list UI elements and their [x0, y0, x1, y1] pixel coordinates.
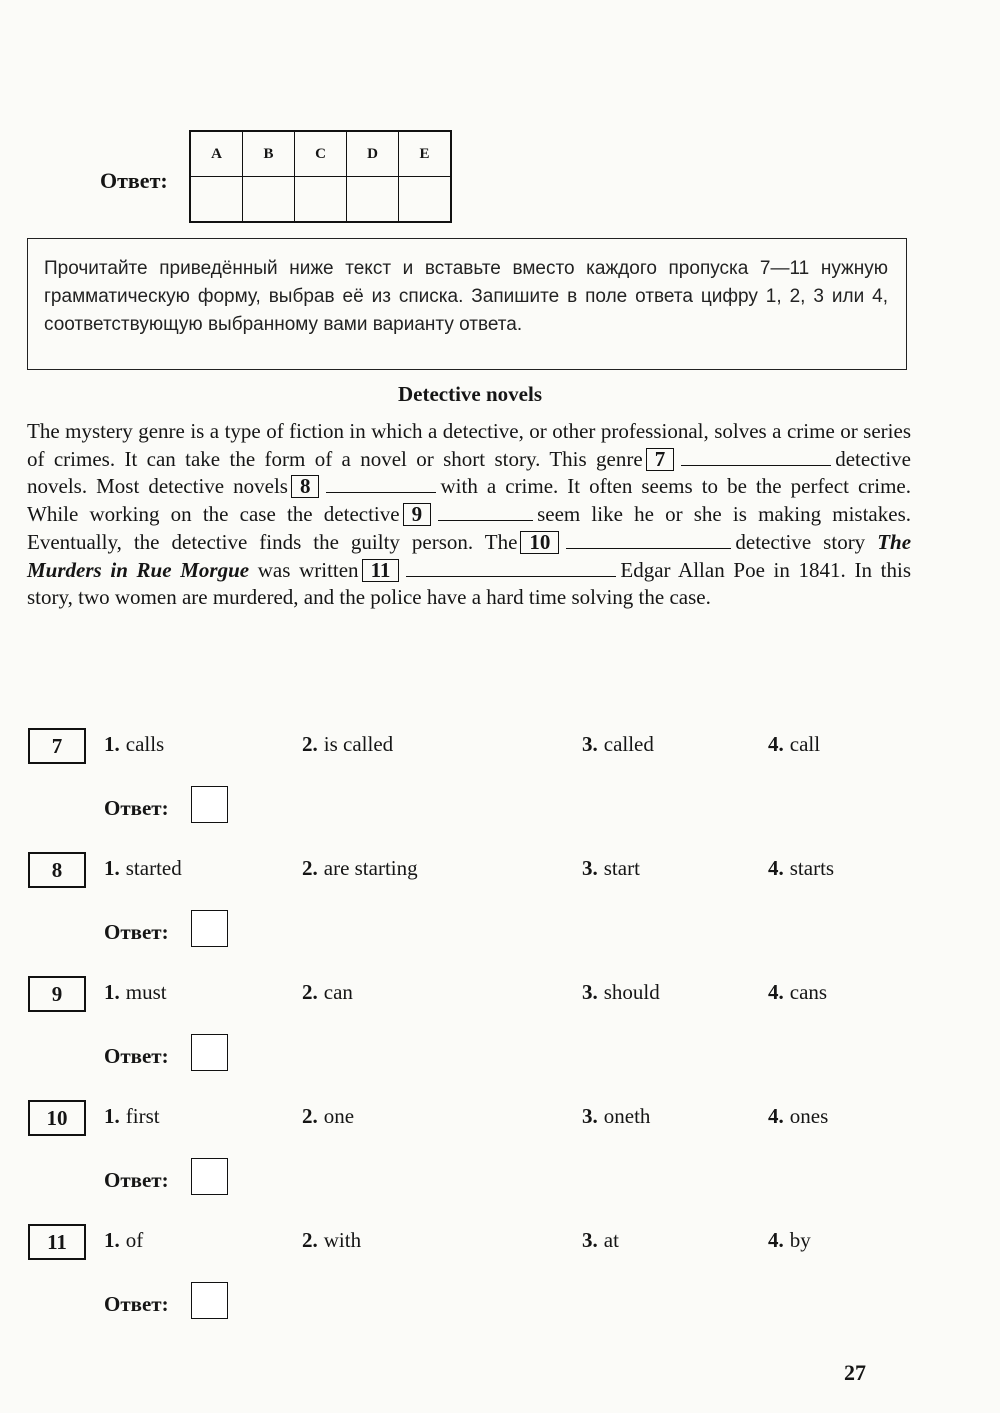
text-title: Detective novels — [397, 382, 543, 406]
option-2[interactable]: 2. is called — [302, 732, 394, 756]
answer-box[interactable] — [191, 1282, 228, 1319]
gap-blank-11 — [406, 558, 616, 577]
story-title: The Murders in Rue Morgue — [27, 529, 912, 582]
grid-letter-b: B — [243, 131, 295, 177]
answer-box[interactable] — [191, 1158, 228, 1195]
answer-box[interactable] — [191, 786, 228, 823]
grid-letter-a: A — [190, 131, 243, 177]
option-3[interactable]: 3. oneth — [582, 1104, 651, 1128]
question-7 — [0, 728, 1000, 848]
question-9 — [0, 976, 1000, 1096]
option-2[interactable]: 2. with — [302, 1228, 362, 1252]
grid-letter-e: E — [399, 131, 452, 177]
gap-number-7: 7 — [646, 448, 675, 471]
option-3[interactable]: 3. called — [582, 732, 654, 756]
question-number: 10 — [28, 1100, 86, 1136]
option-4[interactable]: 4. by — [768, 1228, 811, 1252]
option-2[interactable]: 2. one — [302, 1104, 355, 1128]
answer-grid — [189, 130, 452, 223]
option-4[interactable]: 4. call — [768, 732, 821, 756]
answer-label: Ответ: — [104, 1044, 169, 1068]
option-1[interactable]: 1. first — [104, 1104, 160, 1128]
option-2[interactable]: 2. are starting — [302, 856, 418, 880]
gap-number-9: 9 — [403, 503, 432, 526]
option-1[interactable]: 1. started — [104, 856, 182, 880]
page-number: 27 — [844, 1360, 866, 1385]
gap-blank-10 — [566, 530, 731, 549]
answer-label: Ответ: — [104, 1168, 169, 1192]
grid-answer-cell-c[interactable] — [295, 177, 347, 223]
question-number: 8 — [28, 852, 86, 888]
passage-part-1: The mystery genre is a type of fiction in which a detective, or other professional, solves a crime or series of crimes. It can take the form of a novel or short story. This genre — [27, 419, 911, 471]
passage-part-7: Edgar Allan Poe in 1841. In this story, two women are murdered, and the police have a hard time solving the case. — [27, 557, 911, 610]
option-4[interactable]: 4. ones — [768, 1104, 829, 1128]
option-4[interactable]: 4. cans — [768, 980, 828, 1004]
passage-part-2: detective novels. Most detective novels — [27, 446, 911, 499]
instruction-box — [27, 238, 907, 370]
option-1[interactable]: 1. calls — [104, 732, 165, 756]
answer-grid-label: Ответ: — [100, 168, 168, 193]
grid-answer-cell-e[interactable] — [399, 177, 452, 223]
answer-label: Ответ: — [104, 796, 169, 820]
question-11 — [0, 1224, 1000, 1344]
grid-answer-cell-b[interactable] — [243, 177, 295, 223]
option-4[interactable]: 4. starts — [768, 856, 835, 880]
passage-part-4: seem like he or she is making mistakes. Eventually, the detective finds the guilty person. The — [27, 502, 911, 554]
grid-letter-d: D — [347, 131, 399, 177]
answer-box[interactable] — [191, 1034, 228, 1071]
gap-number-11: 11 — [362, 559, 400, 582]
gap-blank-9 — [438, 502, 533, 521]
gap-number-10: 10 — [520, 531, 559, 554]
question-number: 9 — [28, 976, 86, 1012]
answer-label: Ответ: — [104, 1292, 169, 1316]
answer-label: Ответ: — [104, 920, 169, 944]
gap-number-8: 8 — [291, 475, 320, 498]
gap-blank-7 — [681, 447, 831, 466]
instruction-text: Прочитайте приведённый ниже текст и вставьте вместо каждого пропуска 7—11 нужную грамматическую форму, выбрав её из списка. Запишите в поле ответа цифру 1, 2, 3 или 4, соответствующую выбранному вами варианту ответа. — [44, 258, 888, 335]
option-2[interactable]: 2. can — [302, 980, 353, 1004]
question-number: 7 — [28, 728, 86, 764]
passage-part-3: with a crime. It often seems to be the perfect crime. While working on the case the detective — [27, 474, 911, 527]
option-3[interactable]: 3. start — [582, 856, 640, 880]
passage-part-6: was written — [257, 557, 359, 582]
option-3[interactable]: 3. should — [582, 980, 660, 1004]
option-1[interactable]: 1. must — [104, 980, 167, 1004]
answer-box[interactable] — [191, 910, 228, 947]
question-number: 11 — [28, 1224, 86, 1260]
grid-answer-cell-a[interactable] — [190, 177, 243, 223]
grid-answer-cell-d[interactable] — [347, 177, 399, 223]
option-1[interactable]: 1. of — [104, 1228, 144, 1252]
gap-blank-8 — [326, 474, 436, 493]
passage — [27, 418, 911, 612]
option-3[interactable]: 3. at — [582, 1228, 619, 1252]
passage-part-5: detective story — [735, 529, 866, 554]
question-10 — [0, 1100, 1000, 1220]
grid-letter-c: C — [295, 131, 347, 177]
question-8 — [0, 852, 1000, 972]
